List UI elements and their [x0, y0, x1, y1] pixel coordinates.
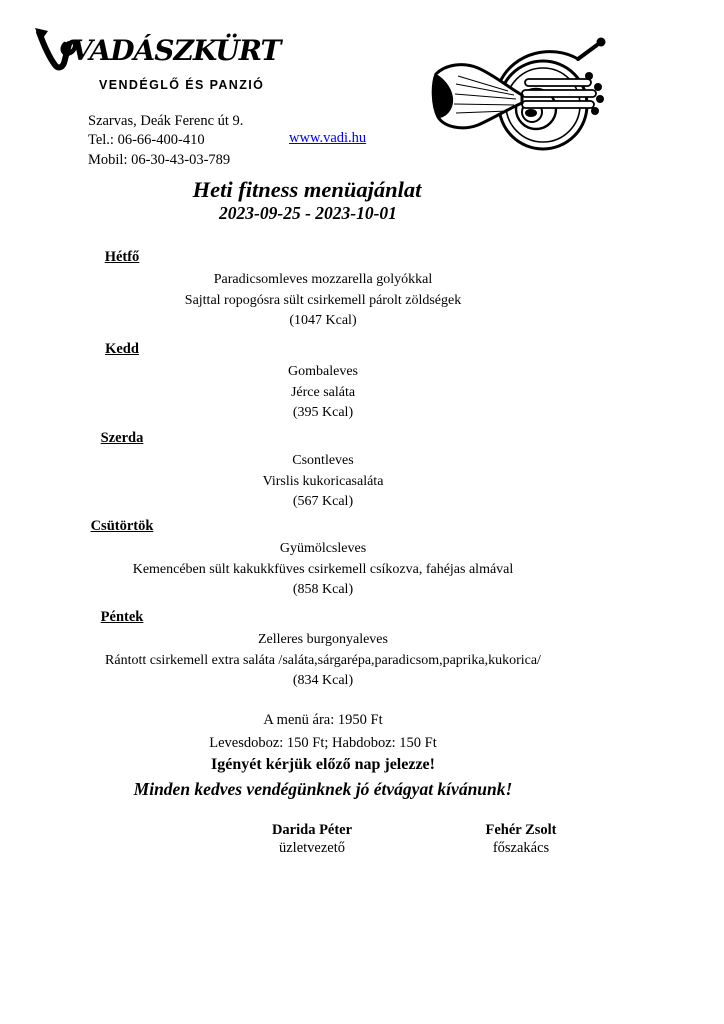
day-section-pentek: [0, 609, 646, 692]
day-heading-csutortok: Csütörtök: [90, 518, 154, 534]
day-heading-szerda: Szerda: [100, 430, 144, 446]
signature-chef: [431, 822, 611, 857]
brand-tagline: VENDÉGLŐ ÉS PANZIÓ: [99, 78, 265, 92]
menu-item: Gyümölcsleves: [279, 541, 367, 556]
contact-info: [88, 112, 243, 170]
signature-name: Darida Péter: [271, 822, 353, 838]
day-items-hetfo: [0, 270, 646, 332]
menu-item: Sajttal ropogósra sült csirkemell párolt zöldségek: [184, 292, 462, 308]
phone-line: Tel.: 06-66-400-410: [88, 132, 205, 149]
address-line: Szarvas, Deák Ferenc út 9.: [88, 113, 244, 129]
menu-item: Csontleves: [292, 453, 354, 468]
signature-manager: [222, 822, 402, 857]
kcal-line: (834 Kcal): [292, 673, 354, 688]
restaurant-logo: [33, 26, 313, 104]
title-block: [0, 177, 614, 203]
day-heading-kedd: Kedd: [105, 341, 139, 357]
day-heading-pentek: Péntek: [100, 609, 144, 625]
signature-name: Fehér Zsolt: [485, 822, 557, 838]
day-items-csutortok: [0, 539, 646, 601]
kcal-line: (395 Kcal): [292, 405, 354, 420]
day-section-szerda: [0, 430, 646, 513]
day-items-kedd: [0, 362, 646, 424]
box-prices: Levesdoboz: 150 Ft; Habdoboz: 150 Ft: [209, 735, 437, 751]
order-notice: Igényét kérjük előző nap jelezze!: [211, 756, 435, 773]
date-range-block: [0, 203, 616, 224]
signatures: [0, 822, 724, 862]
signature-role: főszakács: [492, 839, 550, 856]
kcal-line: (1047 Kcal): [289, 313, 357, 328]
menu-price: A menü ára: 1950 Ft: [263, 712, 383, 728]
date-range: 2023-09-25 - 2023-10-01: [219, 203, 397, 223]
day-heading-hetfo: Hétfő: [104, 249, 140, 265]
menu-item: Paradicsomleves mozzarella golyókkal: [213, 272, 433, 287]
day-section-hetfo: [0, 249, 646, 332]
day-items-pentek: [0, 630, 646, 692]
kcal-line: (567 Kcal): [292, 494, 354, 509]
menu-item: Kemencében sült kakukkfüves csirkemell csíkozva, fahéjas almával: [132, 561, 514, 577]
brand-name: VADÁSZKÜRT: [71, 34, 281, 67]
website-link[interactable]: www.vadi.hu: [289, 130, 367, 146]
menu-item: Zelleres burgonyaleves: [258, 632, 388, 647]
day-items-szerda: [0, 451, 646, 513]
mobile-line: Mobil: 06-30-43-03-789: [88, 151, 231, 168]
menu-item: Jérce saláta: [290, 384, 356, 400]
page-title: Heti fitness menüajánlat: [192, 177, 422, 202]
menu-item: Rántott csirkemell extra saláta /saláta,sárgarépa,paradicsom,paprika,kukorica/: [105, 652, 541, 668]
day-section-csutortok: [0, 518, 646, 601]
menu-item: Gombaleves: [288, 364, 358, 379]
appetite-wish: Minden kedves vendégünknek jó étvágyat kívánunk!: [133, 779, 513, 799]
menu-item: Virslis kukoricasaláta: [262, 473, 384, 489]
signature-role: üzletvezető: [278, 839, 345, 856]
french-horn-icon: [430, 32, 615, 165]
kcal-line: (858 Kcal): [292, 582, 354, 597]
day-section-kedd: [0, 341, 646, 424]
